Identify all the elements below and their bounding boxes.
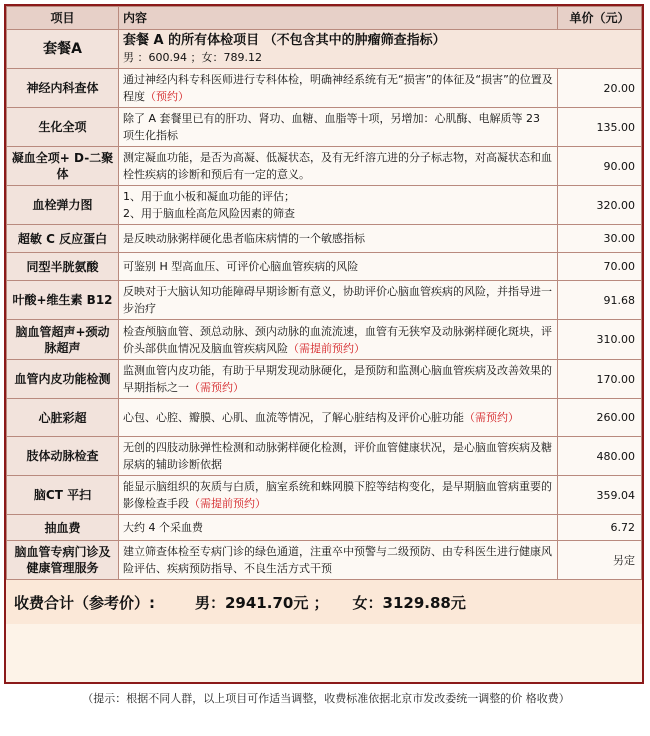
row-price: 135.00	[558, 108, 642, 147]
row-desc	[119, 281, 558, 320]
table-row	[7, 541, 642, 580]
row-desc-text: 无创的四肢动脉弹性检测和动脉粥样硬化检测，评价血管健康状况，是心脑血管疾病及糖尿病的辅助诊断依据	[123, 441, 552, 471]
row-name: 抽血费	[7, 515, 119, 541]
row-desc-text: 反映对于大脑认知功能障碍早期诊断有意义，协助评价心脑血管疾病的风险，并指导进一步治疗	[123, 285, 552, 315]
row-desc-text: 大约 4 个采血费	[123, 521, 203, 534]
row-desc-text: 1、用于血小板和凝血功能的评估； 2、用于脑血栓高危风险因素的筛查	[123, 190, 295, 220]
row-price: 30.00	[558, 225, 642, 253]
row-price: 359.04	[558, 476, 642, 515]
table-row	[7, 515, 642, 541]
row-note: （预约）	[145, 90, 189, 103]
row-price: 310.00	[558, 320, 642, 360]
header-price: 单价（元）	[558, 7, 642, 30]
package-name: 套餐A	[7, 30, 119, 69]
row-name: 心脏彩超	[7, 399, 119, 437]
table-header-row	[7, 7, 642, 30]
row-price: 20.00	[558, 69, 642, 108]
table-row	[7, 225, 642, 253]
row-desc	[119, 147, 558, 186]
row-desc-text: 测定凝血功能，是否为高凝、低凝状态，及有无纤溶亢进的分子标志物，对高凝状态和血栓性疾病的诊断和预后有一定的意义。	[123, 151, 552, 181]
row-desc	[119, 476, 558, 515]
row-desc	[119, 320, 558, 360]
row-desc	[119, 69, 558, 108]
row-note: （需预约）	[464, 411, 519, 424]
row-name: 神经内科查体	[7, 69, 119, 108]
row-desc	[119, 253, 558, 281]
row-price: 91.68	[558, 281, 642, 320]
row-desc	[119, 225, 558, 253]
row-desc-text: 是反映动脉粥样硬化患者临床病情的一个敏感指标	[123, 232, 365, 245]
row-desc	[119, 360, 558, 399]
footnote: （提示：根据不同人群，以上项目可作适当调整，收费标准依据北京市发改委统一调整的价 格收费）	[82, 692, 570, 705]
row-desc-text: 除了 A 套餐里已有的肝功、肾功、血糖、血脂等十项，另增加：心肌酶、电解质等 23 项生化指标	[123, 112, 541, 142]
table-row	[7, 437, 642, 476]
header-item: 项目	[7, 7, 119, 30]
row-price: 480.00	[558, 437, 642, 476]
row-desc-text: 可鉴别 H 型高血压、可评价心脑血管疾病的风险	[123, 260, 359, 273]
row-desc	[119, 541, 558, 580]
row-name: 叶酸+维生素 B12	[7, 281, 119, 320]
row-desc-text: 检查颅脑血管、颈总动脉、颈内动脉的血流流速，血管有无狭窄及动脉粥样硬化斑块，评价头部供血情况及脑血管疾病风险	[123, 324, 552, 355]
price-table-frame	[4, 4, 644, 684]
row-price: 170.00	[558, 360, 642, 399]
row-desc	[119, 437, 558, 476]
row-name: 同型半胱氨酸	[7, 253, 119, 281]
total-label: 收费合计（参考价）:	[14, 593, 155, 612]
table-row	[7, 147, 642, 186]
row-name: 凝血全项+ D-二聚体	[7, 147, 119, 186]
table-row	[7, 476, 642, 515]
price-table	[6, 6, 642, 580]
header-content: 内容	[119, 7, 558, 30]
row-desc	[119, 108, 558, 147]
row-price: 320.00	[558, 186, 642, 225]
row-desc-text: 监测血管内皮功能，有助于早期发现动脉硬化，是预防和监测心脑血管疾病及改善效果的早期指标之一	[123, 364, 552, 394]
package-desc	[119, 30, 642, 69]
total-male: 男：2941.70元 ；	[195, 593, 329, 612]
row-note: （需预约）	[189, 381, 244, 394]
total-row	[6, 580, 642, 624]
table-row	[7, 186, 642, 225]
row-name: 血管内皮功能检测	[7, 360, 119, 399]
table-row	[7, 253, 642, 281]
table-row	[7, 69, 642, 108]
row-name: 超敏 C 反应蛋白	[7, 225, 119, 253]
row-note: （需提前预约）	[189, 497, 266, 510]
table-row	[7, 281, 642, 320]
row-desc-text: 心包、心腔、瓣膜、心肌、血流等情况，了解心脏结构及评价心脏功能	[123, 411, 464, 424]
table-row	[7, 399, 642, 437]
package-row	[7, 30, 642, 69]
row-name: 脑血管超声+颈动脉超声	[7, 320, 119, 360]
package-title: 套餐 A 的所有体检项目 （不包含其中的肿瘤筛查指标）	[123, 33, 446, 48]
row-desc-text: 建立筛查体检至专病门诊的绿色通道，注重卒中预警与二级预防、由专科医生进行健康风险评估、疾病预防指导、不良生活方式干预	[123, 545, 552, 575]
row-price: 6.72	[558, 515, 642, 541]
row-price: 另定	[558, 541, 642, 580]
row-desc	[119, 515, 558, 541]
row-name: 生化全项	[7, 108, 119, 147]
row-desc-text: 能显示脑组织的灰质与白质，脑室系统和蛛网膜下腔等结构变化，是早期脑血管病重要的影像检查手段	[123, 480, 552, 510]
package-sub: 男 ：600.94 ；女：789.12	[123, 51, 262, 64]
row-price: 90.00	[558, 147, 642, 186]
row-price: 70.00	[558, 253, 642, 281]
row-name: 脑CT 平扫	[7, 476, 119, 515]
row-desc	[119, 186, 558, 225]
row-name: 血栓弹力图	[7, 186, 119, 225]
table-row	[7, 108, 642, 147]
row-desc-text: 通过神经内科专科医师进行专科体检，明确神经系统有无“损害”的体征及“损害”的位置及程度	[123, 73, 553, 103]
row-name: 肢体动脉检查	[7, 437, 119, 476]
row-price: 260.00	[558, 399, 642, 437]
table-row	[7, 360, 642, 399]
table-row	[7, 320, 642, 360]
total-female: 女：3129.88元	[352, 593, 466, 612]
row-name: 脑血管专病门诊及健康管理服务	[7, 541, 119, 580]
row-desc	[119, 399, 558, 437]
row-note: （需提前预约）	[288, 341, 365, 355]
